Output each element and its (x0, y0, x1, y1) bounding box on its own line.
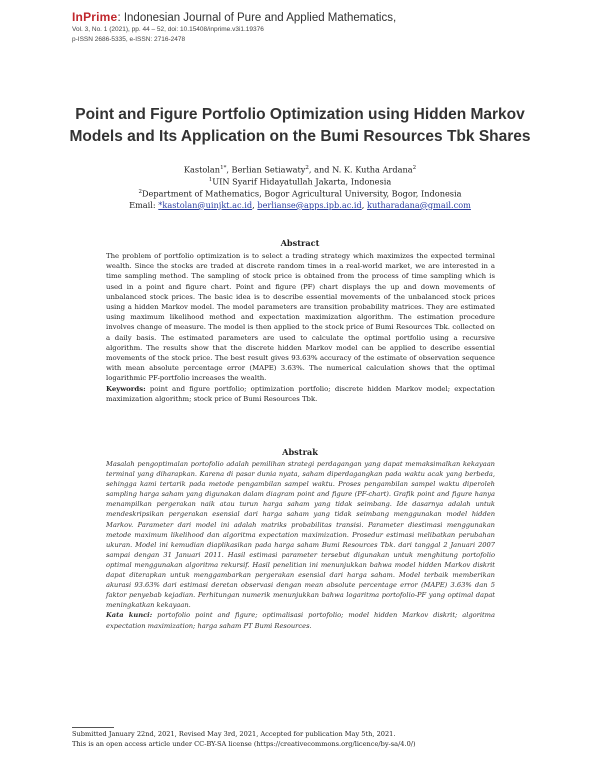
email-link-3[interactable]: kutharadana@gmail.com (366, 199, 471, 210)
inprime-logo: InPrime (72, 10, 118, 24)
submission-dates: Submitted January 22nd, 2021, Revised May 3rd, 2021, Accepted for publication May 5th, 2021. (72, 730, 396, 738)
email-line: Email: *kastolan@uinjkt.ac.id, berlianse@apps.ipb.ac.id, kutharadana@gmail.com (129, 199, 471, 210)
email-link-1[interactable]: *kastolan@uinjkt.ac.id (158, 199, 253, 210)
abstract-body: The problem of portfolio optimization is to select a trading strategy which maximizes the expected terminal wealth. Since the stocks are traded at discrete random times in a real-world market, we are interested in a time sampling method. The sampling of stock price is obtained from the process of time sampling which is used in a point and figure chart. Point and figure (PF) chart displays the up and down movements of unbalanced stock prices. The basic idea is to describe essential movements of the unbalanced stock prices using a hidden Markov model. The model parameters are transition probability matrices. They are estimated using maximum likelihood method and expectation maximization algorithm. The estimation procedure involves change of measure. The model is then applied to the stock price of Bumi Resources Tbk. collected on a daily basis. The estimated parameters are used to calculate the optimal portfolio using a recursive algorithm. The results show that the discrete hidden Markov model can be applied to describe essential movements of the stock price. The best result gives 93.63% accuracy of the estimate of observation sequence with mean absolute percentage error (MAPE) 3.63%. The numerical calculation shows that the optimal logarithmic PF-portfolio increases the wealth. Keywords: point and figure portfolio; optimization portfolio; discrete hidden Markov model; expectation maximization algorithm; stock price of Bumi Resources Tbk. (106, 252, 495, 403)
keywords-text: point and figure portfolio; optimization portfolio; discrete hidden Markov model; expectation maximization algorithm; stock price of Bumi Resources Tbk. (106, 384, 495, 403)
affiliation-2: $^2$Department of Mathematics, Bogor Agricultural University, Bogor, Indonesia (138, 189, 462, 200)
affiliation-1: $^1$UIN Syarif Hidayatullah Jakarta, Indonesia (208, 176, 392, 187)
author-block (60, 163, 540, 210)
keywords-label: Keywords: (106, 384, 146, 393)
footnote-divider (72, 727, 114, 728)
paper-title-line-2: Models and Its Application on the Bumi Resources Tbk Shares (69, 128, 531, 145)
abstract-heading: Abstract (280, 238, 320, 248)
paper-title-line-1: Point and Figure Portfolio Optimization using Hidden Markov (75, 106, 525, 123)
kata-kunci-label: Kata kunci: (106, 611, 153, 620)
volume-info: Vol. 3, No. 1 (2021), pp. 44 – 52, doi: 10.15408/inprime.v3i1.19376 (72, 26, 264, 33)
author-list: Kastolan$^{1*}$, Berlian Setiawaty$^2$, and N. K. Kutha Ardana$^2$ (183, 164, 417, 175)
journal-header (72, 10, 532, 44)
license-line: This is an open access article under CC-BY-SA license (https://creativecommons.org/licence/by-sa/4.0/) (72, 739, 416, 748)
kata-kunci-text: portofolio point and figure; optimalisasi portofolio; model hidden Markov diskrit; algoritma expectation maximization; harga saham PT Bumi Resources. (106, 611, 495, 630)
footnote (72, 730, 532, 749)
issn-info: p-ISSN 2686-5335, e-ISSN: 2716-2478 (72, 36, 186, 43)
journal-title-line: InPrime: Indonesian Journal of Pure and Applied Mathematics, (72, 10, 397, 24)
abstrak-heading: Abstrak (282, 447, 318, 457)
paper-title (60, 104, 540, 148)
journal-name: Indonesian Journal of Pure and Applied Mathematics, (123, 12, 397, 24)
abstrak-body: Masalah pengoptimalan portofolio adalah pemilihan strategi perdagangan yang dapat memaksimalkan kekayaan terminal yang diharapkan. Karena di pasar dunia nyata, saham diperdagangkan pada waktu acak yang berbeda, sehingga kami tertarik pada metode pengambilan sampel waktu. Proses pengambilan sampel waktu diperoleh sampling harga saham yang digunakan dalam diagram point and figure (PF-chart). Grafik point and figure hanya menampilkan pergerakan naik atau turun harga saham yang tidak seimbang. Ide dasarnya adalah untuk mendeskripsikan pergerakan esensial dari harga saham yang tidak seimbang menggunakan model hidden Markov. Parameter dari model ini adalah matriks probabilitas transisi. Parameter diestimasi menggunakan metode maximum likelihood dan algoritma expectation maximization. Prosedur estimasi melibatkan perubahan ukuran. Model ini kemudian diaplikasikan pada harga saham Bumi Resources Tbk. dari tanggal 2 Januari 2007 sampai dengan 31 Januari 2011. Hasil estimasi parameter tersebut digunakan untuk menghitung portofolio optimal menggunakan algoritma rekursif. Hasil penelitian ini menunjukkan bahwa model hidden Markov diskrit dapat diterapkan untuk menggambarkan pergerakan esensial dari harga saham. Model terbaik memberikan akurasi 93.63% dari estimasi deretan observasi dengan mean absolute percentage error (MAPE) 3.63% dan 5 faktor penyebab kejadian. Perhitungan numerik menunjukkan bahwa logaritma portofolio-PF yang optimal dapat meningkatkan kekayaan. Kata kunci: portofolio point and figure; optimalisasi portofolio; model hidden Markov diskrit; algoritma expectation maximization; harga saham PT Bumi Resources. (106, 460, 495, 630)
email-link-2[interactable]: berlianse@apps.ipb.ac.id (257, 199, 362, 210)
